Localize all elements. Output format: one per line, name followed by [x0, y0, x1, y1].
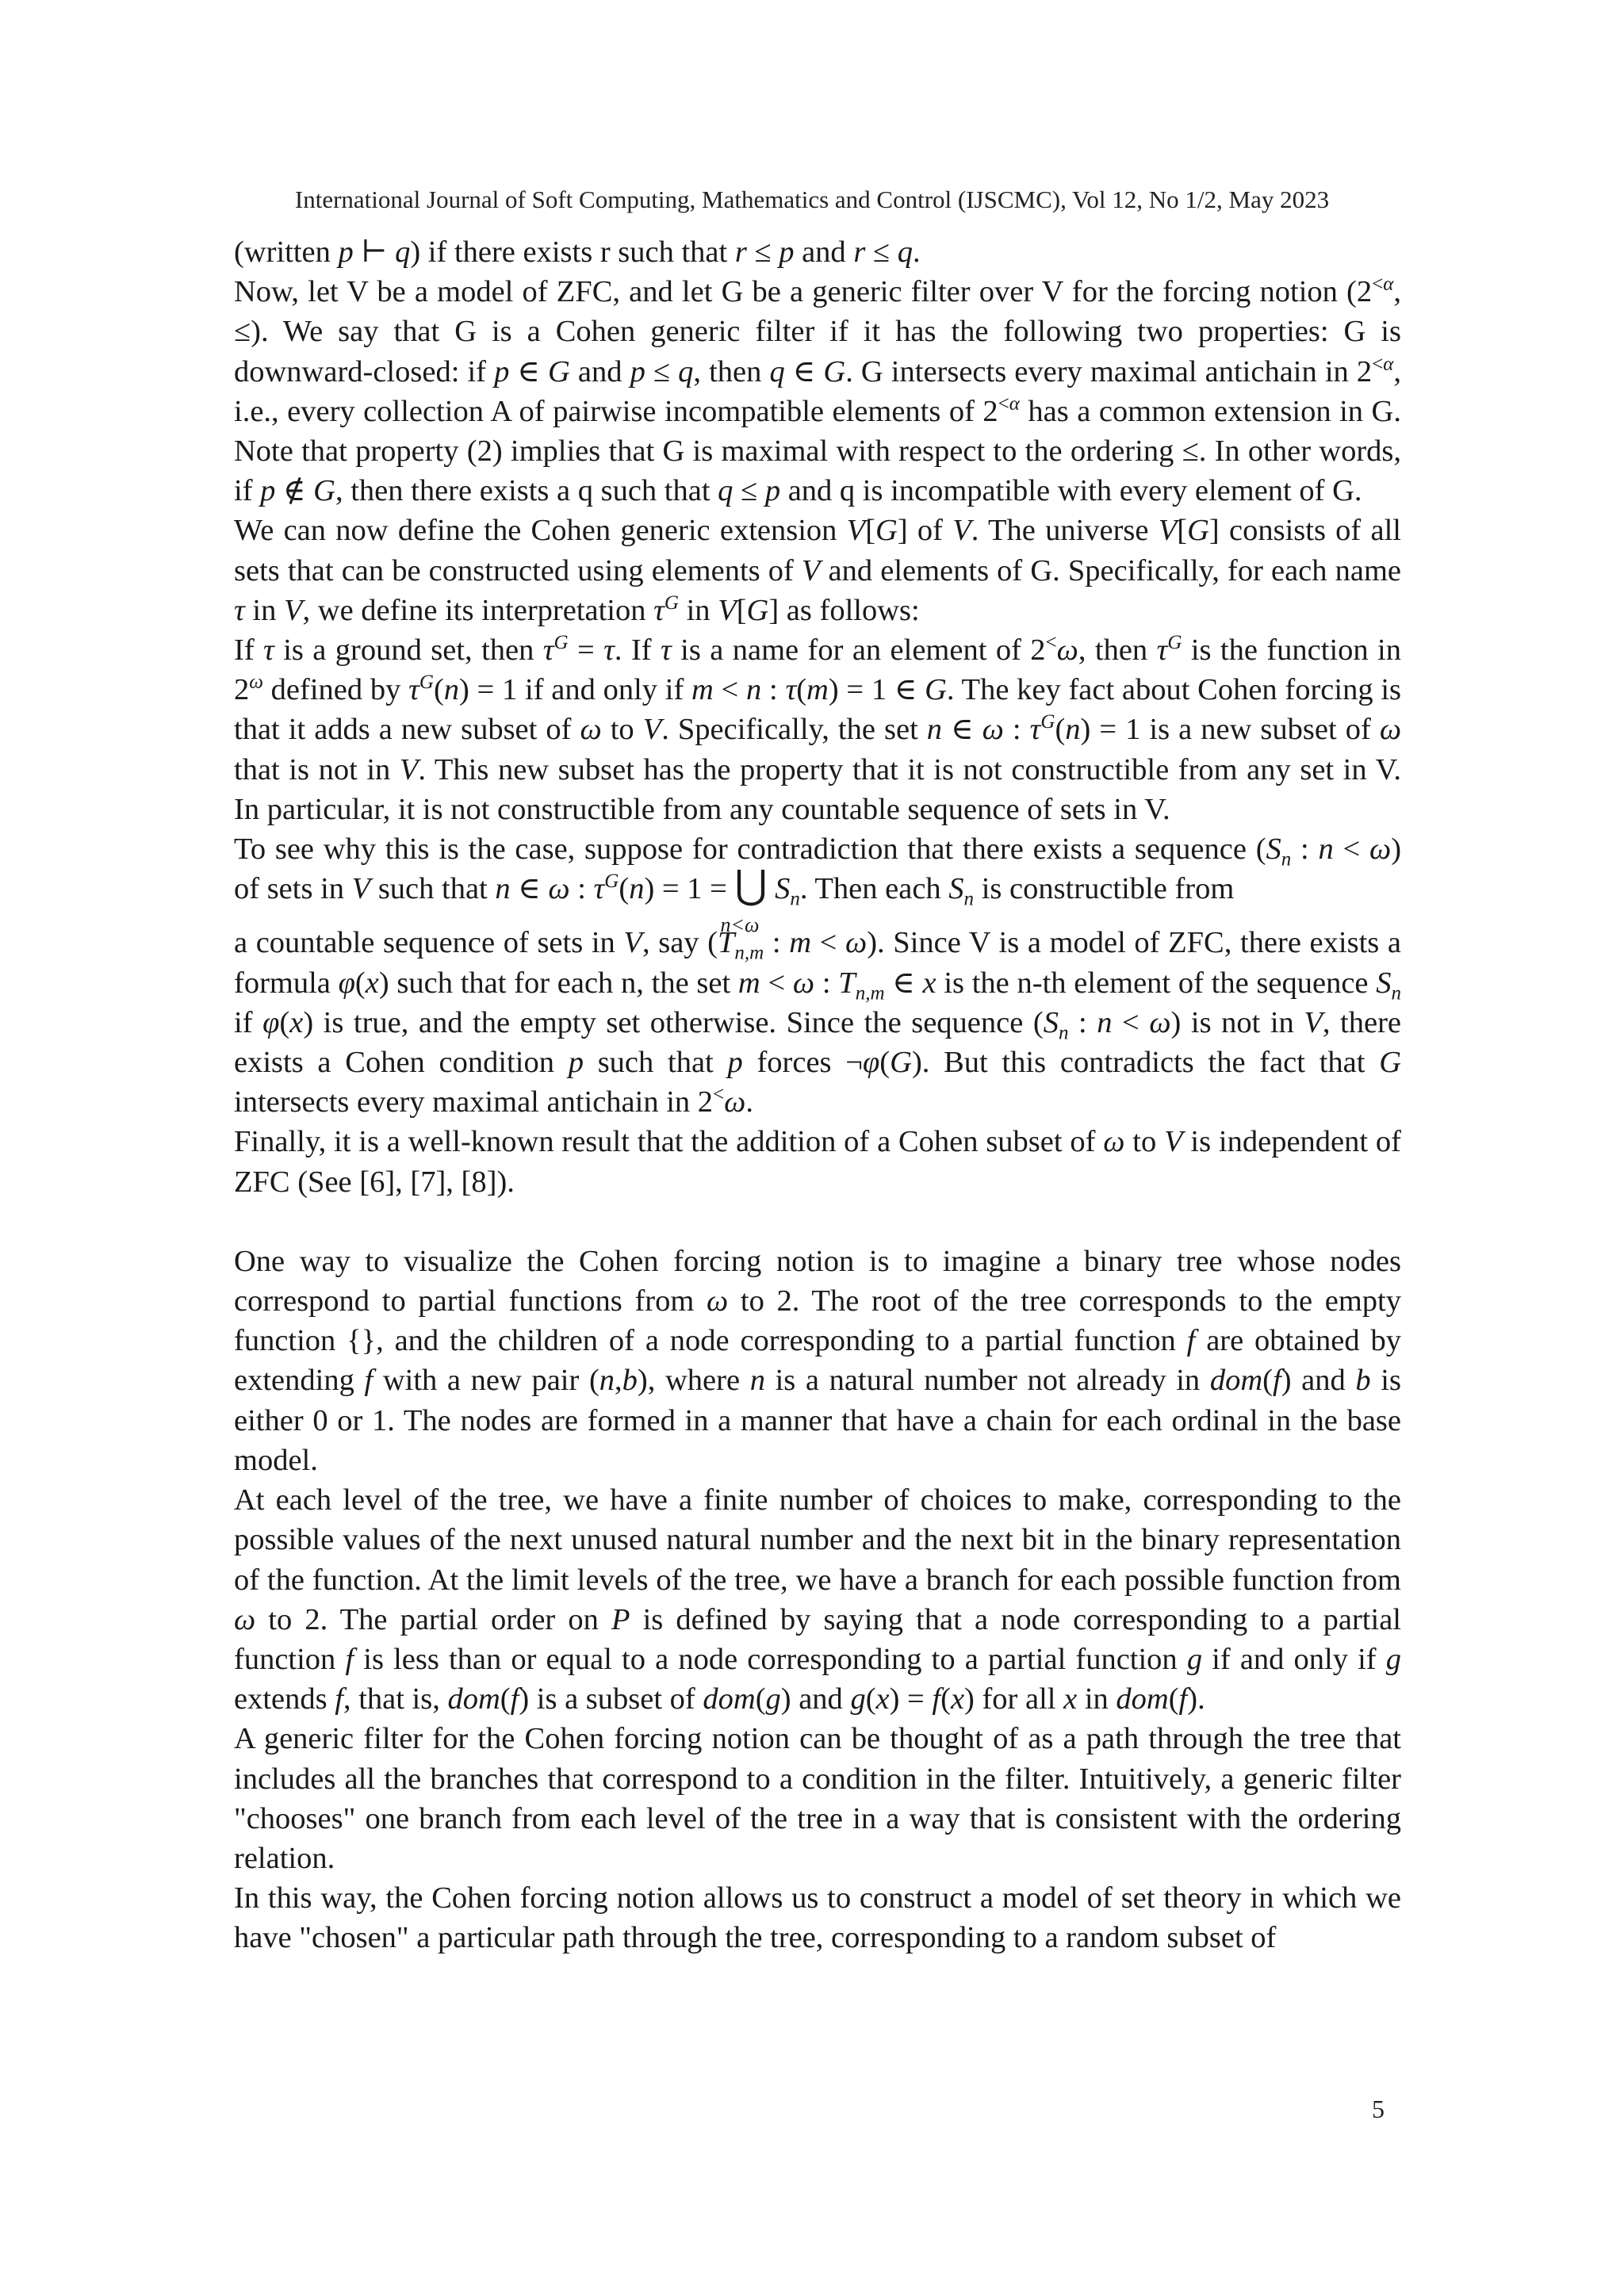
paragraph-4: If τ is a ground set, then $\tau^G = \tau$. If τ is a name for an element of 2<ω, then $\tau^G$ is the function in $2^\omega$ defined by $\tau^G(n) = 1$ if and only if m < n : τ(m) = 1 ∈ G. The key fact about Cohen forcing is that it adds a new subset of ω to V. Specifically, the set n ∈ ω : $\tau^G(n) = 1$ is a new subset of ω that is not in V. This new subset has the property that it is not constructible from any set in V. In particular, it is not constructible from any countable sequence of sets in V.: [234, 632, 1401, 826]
body-text: [234, 232, 1401, 1958]
paragraph-7: One way to visualize the Cohen forcing notion is to imagine a binary tree whose nodes correspond to partial functions from ω to 2. The root of the tree corresponds to the empty function {}, and the children of a node corresponding to a partial function f are obtained by extending f with a new pair (n,b), where n is a natural number not already in dom(f) and b is either 0 or 1. The nodes are formed in a manner that have a chain for each ordinal in the base model.: [234, 1244, 1401, 1477]
bigcup-operator: ⋃ n<ω: [720, 863, 768, 937]
paragraph-9: A generic filter for the Cohen forcing notion can be thought of as a path through the tree that includes all the branches that correspond to a condition in the filter. Intuitively, a generic filter "chooses" one branch from each level of the tree in a way that is consistent with the ordering relation.: [234, 1722, 1401, 1875]
paragraph-6: Finally, it is a well-known result that the addition of a Cohen subset of ω to V is independent of ZFC (See [6], [7], [8]).: [234, 1125, 1401, 1199]
paragraph-8: At each level of the tree, we have a finite number of choices to make, corresponding to the possible values of the next unused natural number and the next bit in the binary representation of the function. At the limit levels of the tree, we have a branch for each possible function from ω to 2. The partial order on P is defined by saying that a node corresponding to a partial function f is less than or equal to a node corresponding to a partial function g if and only if g extends f, that is, dom(f) is a subset of dom(g) and g(x) = f(x) for all x in dom(f).: [234, 1483, 1401, 1716]
running-header: International Journal of Soft Computing, Mathematics and Control (IJSCMC), Vol 12, No 1/2, May 2023: [294, 186, 1330, 213]
paragraph-5: To see why this is the case, suppose for contradiction that there exists a sequence ($S_n$ : n < ω) of sets in V such that n ∈ ω : $\tau^G(n) = 1$ = ⋃ n<ω $S_n$. Then each $S_n$ is constructible from a countable sequence of sets in V, say ($T_{n,m}$ : m < ω). Since V is a model of ZFC, there exists a formula φ(x) such that for each n, the set m < ω : $T_{n,m}$ ∈ x is the n-th element of the sequence $S_n$ if φ(x) is true, and the empty set otherwise. Since the sequence ($S_n$ : n < ω) is not in V, there exists a Cohen condition p such that p forces ¬φ(G). But this contradicts the fact that G intersects every maximal antichain in 2<ω.: [234, 832, 1402, 1119]
paragraph-10: In this way, the Cohen forcing notion allows us to construct a model of set theory in which we have "chosen" a particular path through the tree, corresponding to a random subset of: [234, 1881, 1401, 1955]
paragraph-3: We can now define the Cohen generic extension V[G] of V. The universe V[G] consists of all sets that can be constructed using elements of V and elements of G. Specifically, for each name τ in V, we define its interpretation $\tau^G$ in V[G] as follows:: [234, 514, 1401, 627]
page-number: 5: [1372, 2095, 1385, 2123]
paragraph-1: (written p ⊢ q) if there exists r such that r ≤ p and r ≤ q.: [234, 235, 921, 269]
paragraph-2: Now, let V be a model of ZFC, and let G be a generic filter over V for the forcing notion ($2^{<\alpha}$, ≤). We say that G is a Cohen generic filter if it has the following two properties: G is downward-closed: if p ∈ G and p ≤ q, then q ∈ G. G intersects every maximal antichain in $2^{<\alpha}$, i.e., every collection A of pairwise incompatible elements of $2^{<\alpha}$ has a common extension in G. Note that property (2) implies that G is maximal with respect to the ordering ≤. In other words, if p ∉ G, then there exists a q such that q ≤ p and q is incompatible with every element of G.: [234, 274, 1401, 508]
